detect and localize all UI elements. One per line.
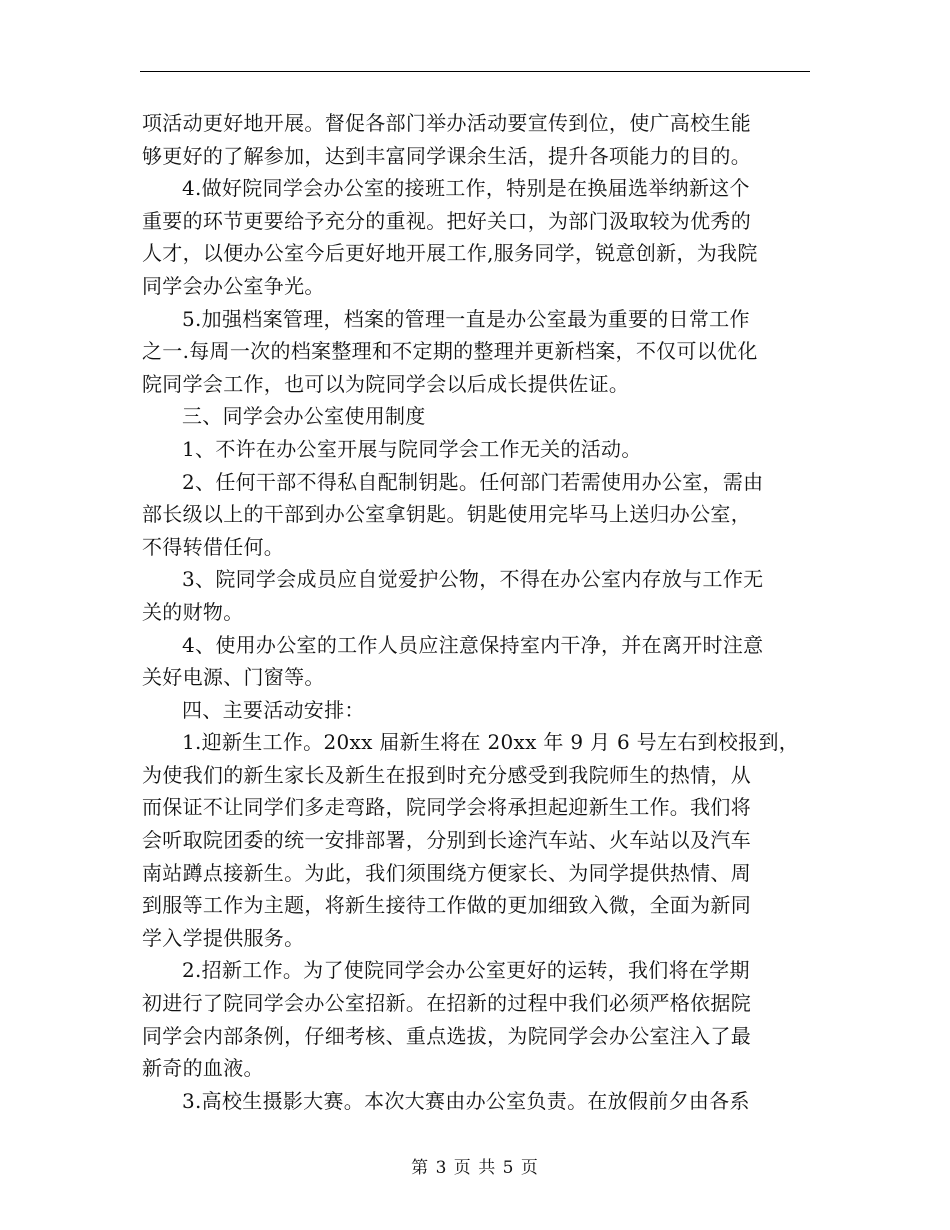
text-line: 会听取院团委的统一安排部署，分别到长途汽车站、火车站以及汽车 bbox=[142, 828, 751, 853]
text-line: 够更好的了解参加，达到丰富同学课余生活，提升各项能力的目的。 bbox=[142, 143, 751, 168]
text-line: 1.迎新生工作。20xx 届新生将在 20xx 年 9 月 6 号左右到校报到， bbox=[182, 730, 800, 755]
text-line: 初进行了院同学会办公室招新。在招新的过程中我们必须严格依据院 bbox=[142, 991, 751, 1016]
text-line: 三、同学会办公室使用制度 bbox=[182, 404, 426, 429]
text-line: 不得转借任何。 bbox=[142, 534, 285, 559]
text-line: 3.高校生摄影大赛。本次大赛由办公室负责。在放假前夕由各系 bbox=[182, 1088, 750, 1113]
text-line: 2、任何干部不得私自配制钥匙。任何部门若需使用办公室，需由 bbox=[182, 469, 764, 494]
text-line: 同学会内部条例，仔细考核、重点选拔，为院同学会办公室注入了最 bbox=[142, 1023, 751, 1048]
text-line: 关的财物。 bbox=[142, 599, 244, 624]
text-line: 人才，以便办公室今后更好地开展工作,服务同学，锐意创新，为我院 bbox=[142, 241, 758, 266]
text-line: 而保证不让同学们多走弯路，院同学会将承担起迎新生工作。我们将 bbox=[142, 795, 751, 820]
text-line: 4.做好院同学会办公室的接班工作，特别是在换届选举纳新这个 bbox=[182, 176, 750, 201]
header-rule bbox=[140, 71, 810, 72]
text-line: 3、院同学会成员应自觉爱护公物，不得在办公室内存放与工作无 bbox=[182, 567, 764, 592]
text-line: 四、主要活动安排： bbox=[182, 697, 365, 722]
text-line: 到服等工作为主题，将新生接待工作做的更加细致入微，全面为新同 bbox=[142, 893, 751, 918]
text-line: 4、使用办公室的工作人员应注意保持室内干净，并在离开时注意 bbox=[182, 632, 764, 657]
text-line: 学入学提供服务。 bbox=[142, 925, 305, 950]
text-line: 5.加强档案管理，档案的管理一直是办公室最为重要的日常工作 bbox=[182, 306, 750, 331]
text-line: 项活动更好地开展。督促各部门举办活动要宣传到位，使广高校生能 bbox=[142, 111, 751, 135]
text-line: 南站蹲点接新生。为此，我们须围绕方便家长、为同学提供热情、周 bbox=[142, 860, 751, 885]
text-line: 关好电源、门窗等。 bbox=[142, 665, 325, 690]
text-line: 重要的环节更要给予充分的重视。把好关口，为部门汲取较为优秀的 bbox=[142, 208, 751, 233]
text-line: 部长级以上的干部到办公室拿钥匙。钥匙使用完毕马上送归办公室， bbox=[142, 502, 751, 527]
text-line: 院同学会工作，也可以为院同学会以后成长提供佐证。 bbox=[142, 371, 630, 396]
text-line: 1、不许在办公室开展与院同学会工作无关的活动。 bbox=[182, 436, 642, 461]
text-line: 为使我们的新生家长及新生在报到时充分感受到我院师生的热情，从 bbox=[142, 762, 751, 787]
text-line: 2.招新工作。为了使院同学会办公室更好的运转，我们将在学期 bbox=[182, 958, 750, 983]
text-line: 之一.每周一次的档案整理和不定期的整理并更新档案，不仅可以优化 bbox=[142, 339, 758, 364]
document-body bbox=[142, 107, 810, 1117]
text-line: 同学会办公室争光。 bbox=[142, 273, 325, 298]
text-line: 新奇的血液。 bbox=[142, 1056, 264, 1081]
page-number: 第 3 页 共 5 页 bbox=[411, 1158, 539, 1178]
